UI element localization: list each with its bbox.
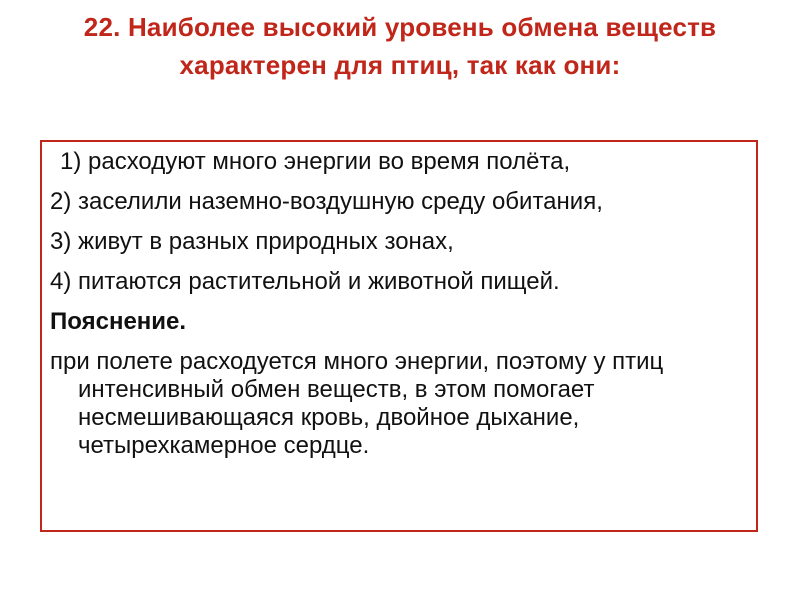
option-4: 4) питаются растительной и животной пищей.: [50, 268, 560, 295]
explanation-heading: Пояснение.: [50, 308, 187, 335]
option-3: 3) живут в разных природных зонах,: [50, 228, 454, 255]
answer-box: [40, 140, 758, 532]
option-2: 2) заселили наземно-воздушную среду обитания,: [50, 188, 603, 215]
option-1: 1) расходуют много энергии во время полёта,: [60, 148, 571, 175]
slide-title: 22. Наиболее высокий уровень обмена веществ характерен для птиц, так как они:: [83, 12, 717, 80]
explanation-text: при полете расходуется много энергии, поэтому у птиц интенсивный обмен веществ, в этом помогает несмешивающаяся кровь, двойное дыхание, четырехкамерное сердце.: [50, 348, 664, 459]
